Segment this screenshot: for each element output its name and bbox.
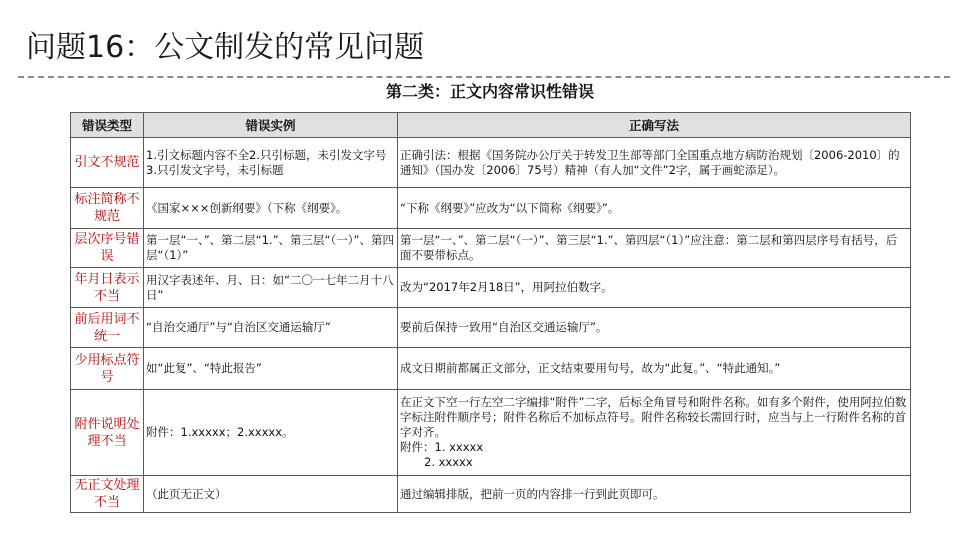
error-type-cell: 年月日表示不当 [71, 268, 144, 308]
table-row [71, 229, 911, 268]
error-example-cell: 第一层“一、”、第二层“1.”、第三层“（一）”、第四层“（1）” [144, 229, 398, 268]
error-example-cell: “自治交通厅”与“自治区交通运输厅” [144, 308, 398, 348]
error-example-cell: 用汉字表述年、月、日：如“二〇一七年二月十八日” [144, 268, 398, 308]
error-type-cell: 无正文处理不当 [71, 476, 144, 513]
table-row [71, 348, 911, 390]
error-type-cell: 附件说明处理不当 [71, 390, 144, 476]
section-subtitle: 第二类：正文内容常识性错误 [385, 82, 594, 101]
table-row [71, 308, 911, 348]
attachment-rule-text: 在正文下空一行左空二字编排“附件”二字，后标全角冒号和附件名称。如有多个附件，使用阿拉伯数字标注附件顺序号；附件名称后不加标点符号。附件名称较长需回行时，应当与上一行附件名称的首字对齐。 [400, 395, 907, 439]
correct-form-cell [398, 390, 911, 476]
column-header-correct: 正确写法 [398, 113, 911, 138]
table-row [71, 188, 911, 229]
correct-form-cell: 通过编辑排版，把前一页的内容排一行到此页即可。 [398, 476, 911, 513]
error-table [70, 112, 911, 513]
error-type-cell: 少用标点符号 [71, 348, 144, 390]
page-title: 问题16：公文制发的常见问题 [26, 30, 425, 65]
correct-form-cell: 正确引法：根据《国务院办公厅关于转发卫生部等部门全国重点地方病防治规划〔2006-2010〕的通知》（国办发〔2006〕75号）精神（有人加“文件”2字，属于画蛇添足）。 [398, 138, 911, 188]
attachment-example-line-1: 附件：1. xxxxx [400, 440, 484, 454]
correct-form-cell: 改为“2017年2月18日”，用阿拉伯数字。 [398, 268, 911, 308]
error-type-cell: 层次序号错误 [71, 229, 144, 268]
error-example-cell: （此页无正文） [144, 476, 398, 513]
table-row [71, 390, 911, 476]
table-row [71, 476, 911, 513]
table-row [71, 268, 911, 308]
correct-form-cell: 要前后保持一致用“自治区交通运输厅”。 [398, 308, 911, 348]
column-header-example: 错误实例 [144, 113, 398, 138]
correct-form-cell: 成文日期前都属正文部分，正文结束要用句号，故为“此复。”、“特此通知。” [398, 348, 911, 390]
error-type-cell: 引文不规范 [71, 138, 144, 188]
correct-form-cell: “下称《纲要》”应改为“以下简称《纲要》”。 [398, 188, 911, 229]
column-header-type: 错误类型 [71, 113, 144, 138]
error-example-cell: 如“此复”、“特此报告” [144, 348, 398, 390]
error-type-cell: 前后用词不统一 [71, 308, 144, 348]
error-example-cell: 1.引文标题内容不全2.只引标题，未引发文字号3.只引发文字号，未引标题 [144, 138, 398, 188]
correct-form-cell: 第一层“一、”、第二层“（一）”、第三层“1.”、第四层“（1）”应注意：第二层和第四层序号有括号，后面不要带标点。 [398, 229, 911, 268]
table-row [71, 138, 911, 188]
error-example-cell: 附件：1.xxxxx；2.xxxxx。 [144, 390, 398, 476]
attachment-example-line-2: 2. xxxxx [424, 455, 473, 469]
error-example-cell: 《国家×××创新纲要》（下称《纲要》。 [144, 188, 398, 229]
error-type-cell: 标注简称不规范 [71, 188, 144, 229]
table-header-row [71, 113, 911, 138]
title-divider [18, 76, 950, 78]
